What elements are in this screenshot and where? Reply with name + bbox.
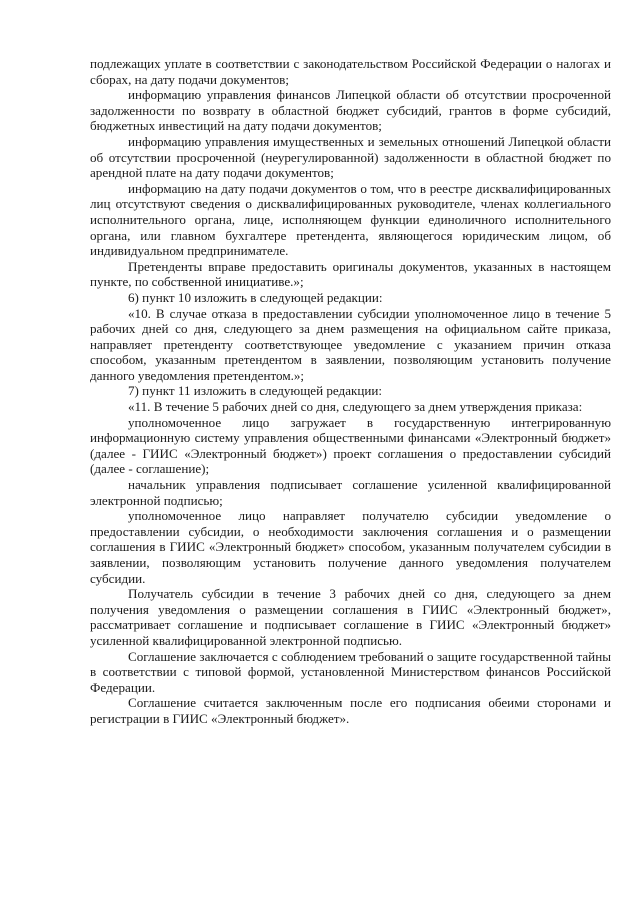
paragraph-originals-right: Претенденты вправе предоставить оригиналы документов, указанных в настоящем пункте, по собственной инициативе.»; xyxy=(90,258,611,290)
paragraph-point-11-intro: «11. В течение 5 рабочих дней со дня, следующего за днем утверждения приказа: xyxy=(128,399,583,415)
paragraph-property-department-info: информацию управления имущественных и земельных отношений Липецкой области об отсутствии просроченной (неурегулированной) задолженности в областной бюджет по арендной плате на дату подачи документов; xyxy=(90,133,611,181)
paragraph-state-secret: Соглашение заключается с соблюдением требований о защите государственной тайны в соответствии с типовой формой, установленной Министерством финансов Российской Федерации. xyxy=(90,648,611,695)
paragraph-recipient-signs: Получатель субсидии в течение 3 рабочих дней со дня, следующего за днем получения уведомления о размещении соглашения в ГИИС «Электронный бюджет», рассматривает соглашение и подписывает соглашение в ГИИС «Электронный бюджет» усиленной квалифицированной электронной подписью. xyxy=(90,586,611,648)
paragraph-point-10-text: «10. В случае отказа в предоставлении субсидии уполномоченное лицо в течение 5 рабочих дней со дня, следующего за днем размещения на официальном сайте приказа, направляет претенденту соответствующее уведомление с указанием причин отказа способом, указанным претендентом в заявлении, позволяющим установить получение данного уведомления претендентом.»; xyxy=(90,305,611,383)
paragraph-finance-department-info: информацию управления финансов Липецкой области об отсутствии просроченной задолженности по возврату в областной бюджет субсидий, грантов в форме субсидий, бюджетных инвестиций на дату подачи документов; xyxy=(90,87,611,134)
paragraph-tax-arrears-continuation: подлежащих уплате в соответствии с законодательством Российской Федерации о налогах и сборах, на дату подачи документов; xyxy=(90,56,611,87)
paragraph-disqualified-persons-info: информацию на дату подачи документов о том, что в реестре дисквалифицированных лиц отсутствуют сведения о дисквалифицированных руководителе, членах коллегиального исполнительного органа, лице, исполняющем функции единоличного исполнительного органа, или главном бухгалтере претендента, являющегося юридическим лицом, об индивидуальном предпринимателе. xyxy=(90,180,611,259)
paragraph-item-6-heading: 6) пункт 10 изложить в следующей редакции: xyxy=(128,289,383,305)
paragraph-head-signs: начальник управления подписывает соглашение усиленной квалифицированной электронной подписью; xyxy=(90,477,611,508)
paragraph-notification-sent: уполномоченное лицо направляет получателю субсидии уведомление о предоставлении субсидии, о необходимости заключения соглашения и о размещении соглашения в ГИИС «Электронный бюджет» способом, указанным получателем субсидии в заявлении, позволяющим установить получение данного уведомления получателем субсидии. xyxy=(90,508,611,586)
paragraph-item-7-heading: 7) пункт 11 изложить в следующей редакции: xyxy=(128,383,383,399)
document-page xyxy=(90,56,611,727)
paragraph-giis-upload: уполномоченное лицо загружает в государственную интегрированную информационную систему управления общественными финансами «Электронный бюджет» (далее - ГИИС «Электронный бюджет») проект соглашения о предоставлении субсидий (далее - соглашение); xyxy=(90,414,611,477)
paragraph-agreement-concluded: Соглашение считается заключенным после его подписания обеими сторонами и регистрации в ГИИС «Электронный бюджет». xyxy=(90,695,611,726)
